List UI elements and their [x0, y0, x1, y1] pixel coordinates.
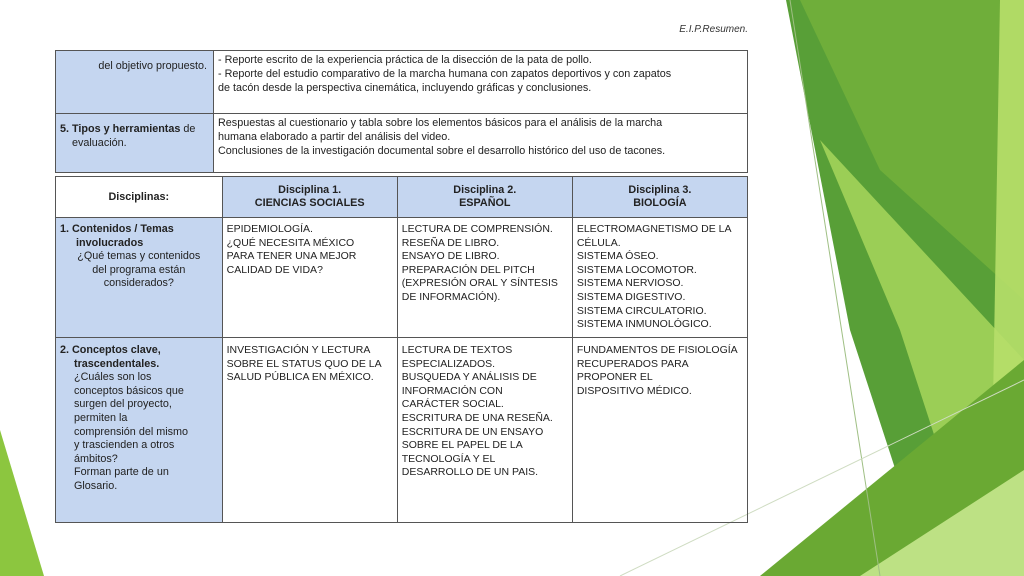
cell-line: TECNOLOGÍA Y EL	[401, 452, 496, 465]
table-row	[56, 114, 748, 173]
cell-line: SALUD PÚBLICA EN MÉXICO.	[226, 371, 374, 384]
content-line: de tacón desde la perspectiva cinemática, incluyendo gráficas y conclusiones.	[218, 82, 592, 94]
cell-spanish-concepts	[397, 338, 572, 523]
label-line: comprensión del mismo	[74, 425, 189, 438]
cell-line: INFORMACIÓN CON	[401, 384, 503, 397]
label-line: 2. Conceptos clave,	[60, 344, 161, 356]
cell-line: INVESTIGACIÓN Y LECTURA	[226, 344, 371, 356]
cell-line: ¿QUÉ NECESITA MÉXICO	[226, 236, 355, 249]
column-subtitle: CIENCIAS SOCIALES	[254, 197, 365, 209]
cell-line: DE INFORMACIÓN).	[401, 290, 501, 303]
row-label-concepts	[56, 338, 223, 523]
label-line: Glosario.	[74, 479, 118, 492]
left-green-triangle	[0, 430, 44, 576]
label-line: permiten la	[74, 411, 128, 424]
cell-line: ENSAYO DE LIBRO.	[401, 250, 500, 263]
cell-line: EPIDEMIOLOGÍA.	[226, 223, 313, 235]
row-label	[56, 51, 214, 114]
row-label	[56, 114, 214, 173]
table-row	[56, 338, 748, 523]
cell-line: FUNDAMENTOS DE FISIOLOGÍA	[576, 344, 738, 356]
row-label-rest: de	[180, 123, 196, 135]
label-line: ámbitos?	[74, 452, 118, 465]
row-label-text: del objetivo propuesto.	[98, 60, 207, 72]
label-line: 1. Contenidos / Temas	[60, 223, 174, 235]
cell-spanish-contents	[397, 218, 572, 338]
cell-line: CARÁCTER SOCIAL.	[401, 398, 504, 411]
column-header-discipline-1	[222, 177, 397, 218]
cell-line: RECUPERADOS PARA PROPONER EL	[576, 357, 689, 384]
label-line: Forman parte de un	[74, 466, 169, 479]
content-line: - Reporte escrito de la experiencia práctica de la disección de la pata de pollo.	[218, 54, 592, 66]
column-header-discipline-2	[397, 177, 572, 218]
table-header-row	[56, 177, 748, 218]
label-line: y trascienden a otros	[74, 439, 175, 452]
column-subtitle: ESPAÑOL	[459, 197, 511, 209]
cell-line: CÉLULA.	[576, 236, 621, 249]
cell-line: SISTEMA INMUNOLÓGICO.	[576, 318, 712, 331]
content-line: Conclusiones de la investigación documental sobre el desarrollo histórico del uso de tacones.	[218, 145, 666, 157]
content-line: humana elaborado a partir del análisis del video.	[218, 131, 451, 143]
row-label-bold: 5. Tipos y herramientas	[60, 123, 181, 135]
cell-line: ESPECIALIZADOS.	[401, 357, 496, 370]
label-line: ¿Qué temas y contenidos	[77, 250, 201, 263]
cell-line: SISTEMA CIRCULATORIO.	[576, 304, 707, 317]
cell-line: SOBRE EL STATUS QUO DE LA	[226, 357, 382, 370]
label-line: conceptos básicos que	[74, 384, 184, 397]
cell-line: LECTURA DE COMPRENSIÓN.	[401, 223, 553, 235]
cell-line: LECTURA DE TEXTOS	[401, 344, 513, 356]
cell-line: ESCRITURA DE UNA RESEÑA.	[401, 411, 553, 424]
cell-line: (EXPRESIÓN ORAL Y SÍNTESIS	[401, 277, 558, 290]
cell-line: PARA TENER UNA MEJOR	[226, 250, 357, 263]
column-title: Disciplina 2.	[453, 184, 517, 196]
row-label-line2: evaluación.	[72, 137, 127, 149]
label-line: ¿Cuáles son los	[74, 371, 152, 384]
cell-line: PREPARACIÓN DEL PITCH	[401, 263, 535, 276]
cell-line: SISTEMA DIGESTIVO.	[576, 290, 686, 303]
cell-line: DESARROLLO DE UN PAIS.	[401, 466, 539, 479]
row-label-contents	[56, 218, 223, 338]
cell-line: BUSQUEDA Y ANÁLISIS DE	[401, 371, 537, 384]
cell-line: SISTEMA LOCOMOTOR.	[576, 263, 697, 276]
label-line: considerados?	[103, 277, 174, 290]
cell-social-sciences-contents	[222, 218, 397, 338]
column-title: Disciplina 3.	[628, 184, 692, 196]
cell-biology-contents	[572, 218, 747, 338]
cell-line: ESCRITURA DE UN ENSAYO	[401, 425, 544, 438]
cell-line: CALIDAD DE VIDA?	[226, 263, 323, 276]
cell-line: DISPOSITIVO MÉDICO.	[576, 384, 692, 397]
header-note: E.I.P.Resumen.	[679, 24, 748, 35]
cell-line: ELECTROMAGNETISMO DE LA	[576, 223, 732, 235]
row-content	[214, 114, 748, 173]
evaluation-table	[55, 50, 748, 173]
table-row	[56, 218, 748, 338]
label-line: del programa están	[92, 263, 186, 276]
content-line: Respuestas al cuestionario y tabla sobre los elementos básicos para el análisis de la marcha	[218, 117, 663, 129]
cell-social-sciences-concepts	[222, 338, 397, 523]
cell-line: SOBRE EL PAPEL DE LA	[401, 439, 523, 452]
row-content	[214, 51, 748, 114]
cell-line: SISTEMA NERVIOSO.	[576, 277, 684, 290]
column-header-discipline-3	[572, 177, 747, 218]
cell-biology-concepts	[572, 338, 747, 523]
table-row	[56, 51, 748, 114]
disciplines-header-label: Disciplinas:	[56, 177, 223, 218]
disciplines-table	[55, 176, 748, 523]
label-line: involucrados	[76, 236, 144, 249]
label-line: trascendentales.	[74, 357, 160, 370]
cell-line: SISTEMA ÓSEO.	[576, 250, 659, 263]
label-line: surgen del proyecto,	[74, 398, 172, 411]
column-subtitle: BIOLOGÍA	[633, 197, 687, 209]
cell-line: RESEÑA DE LIBRO.	[401, 236, 500, 249]
content-line: - Reporte del estudio comparativo de la marcha humana con zapatos deportivos y con zapatos	[218, 68, 672, 80]
column-title: Disciplina 1.	[278, 184, 342, 196]
